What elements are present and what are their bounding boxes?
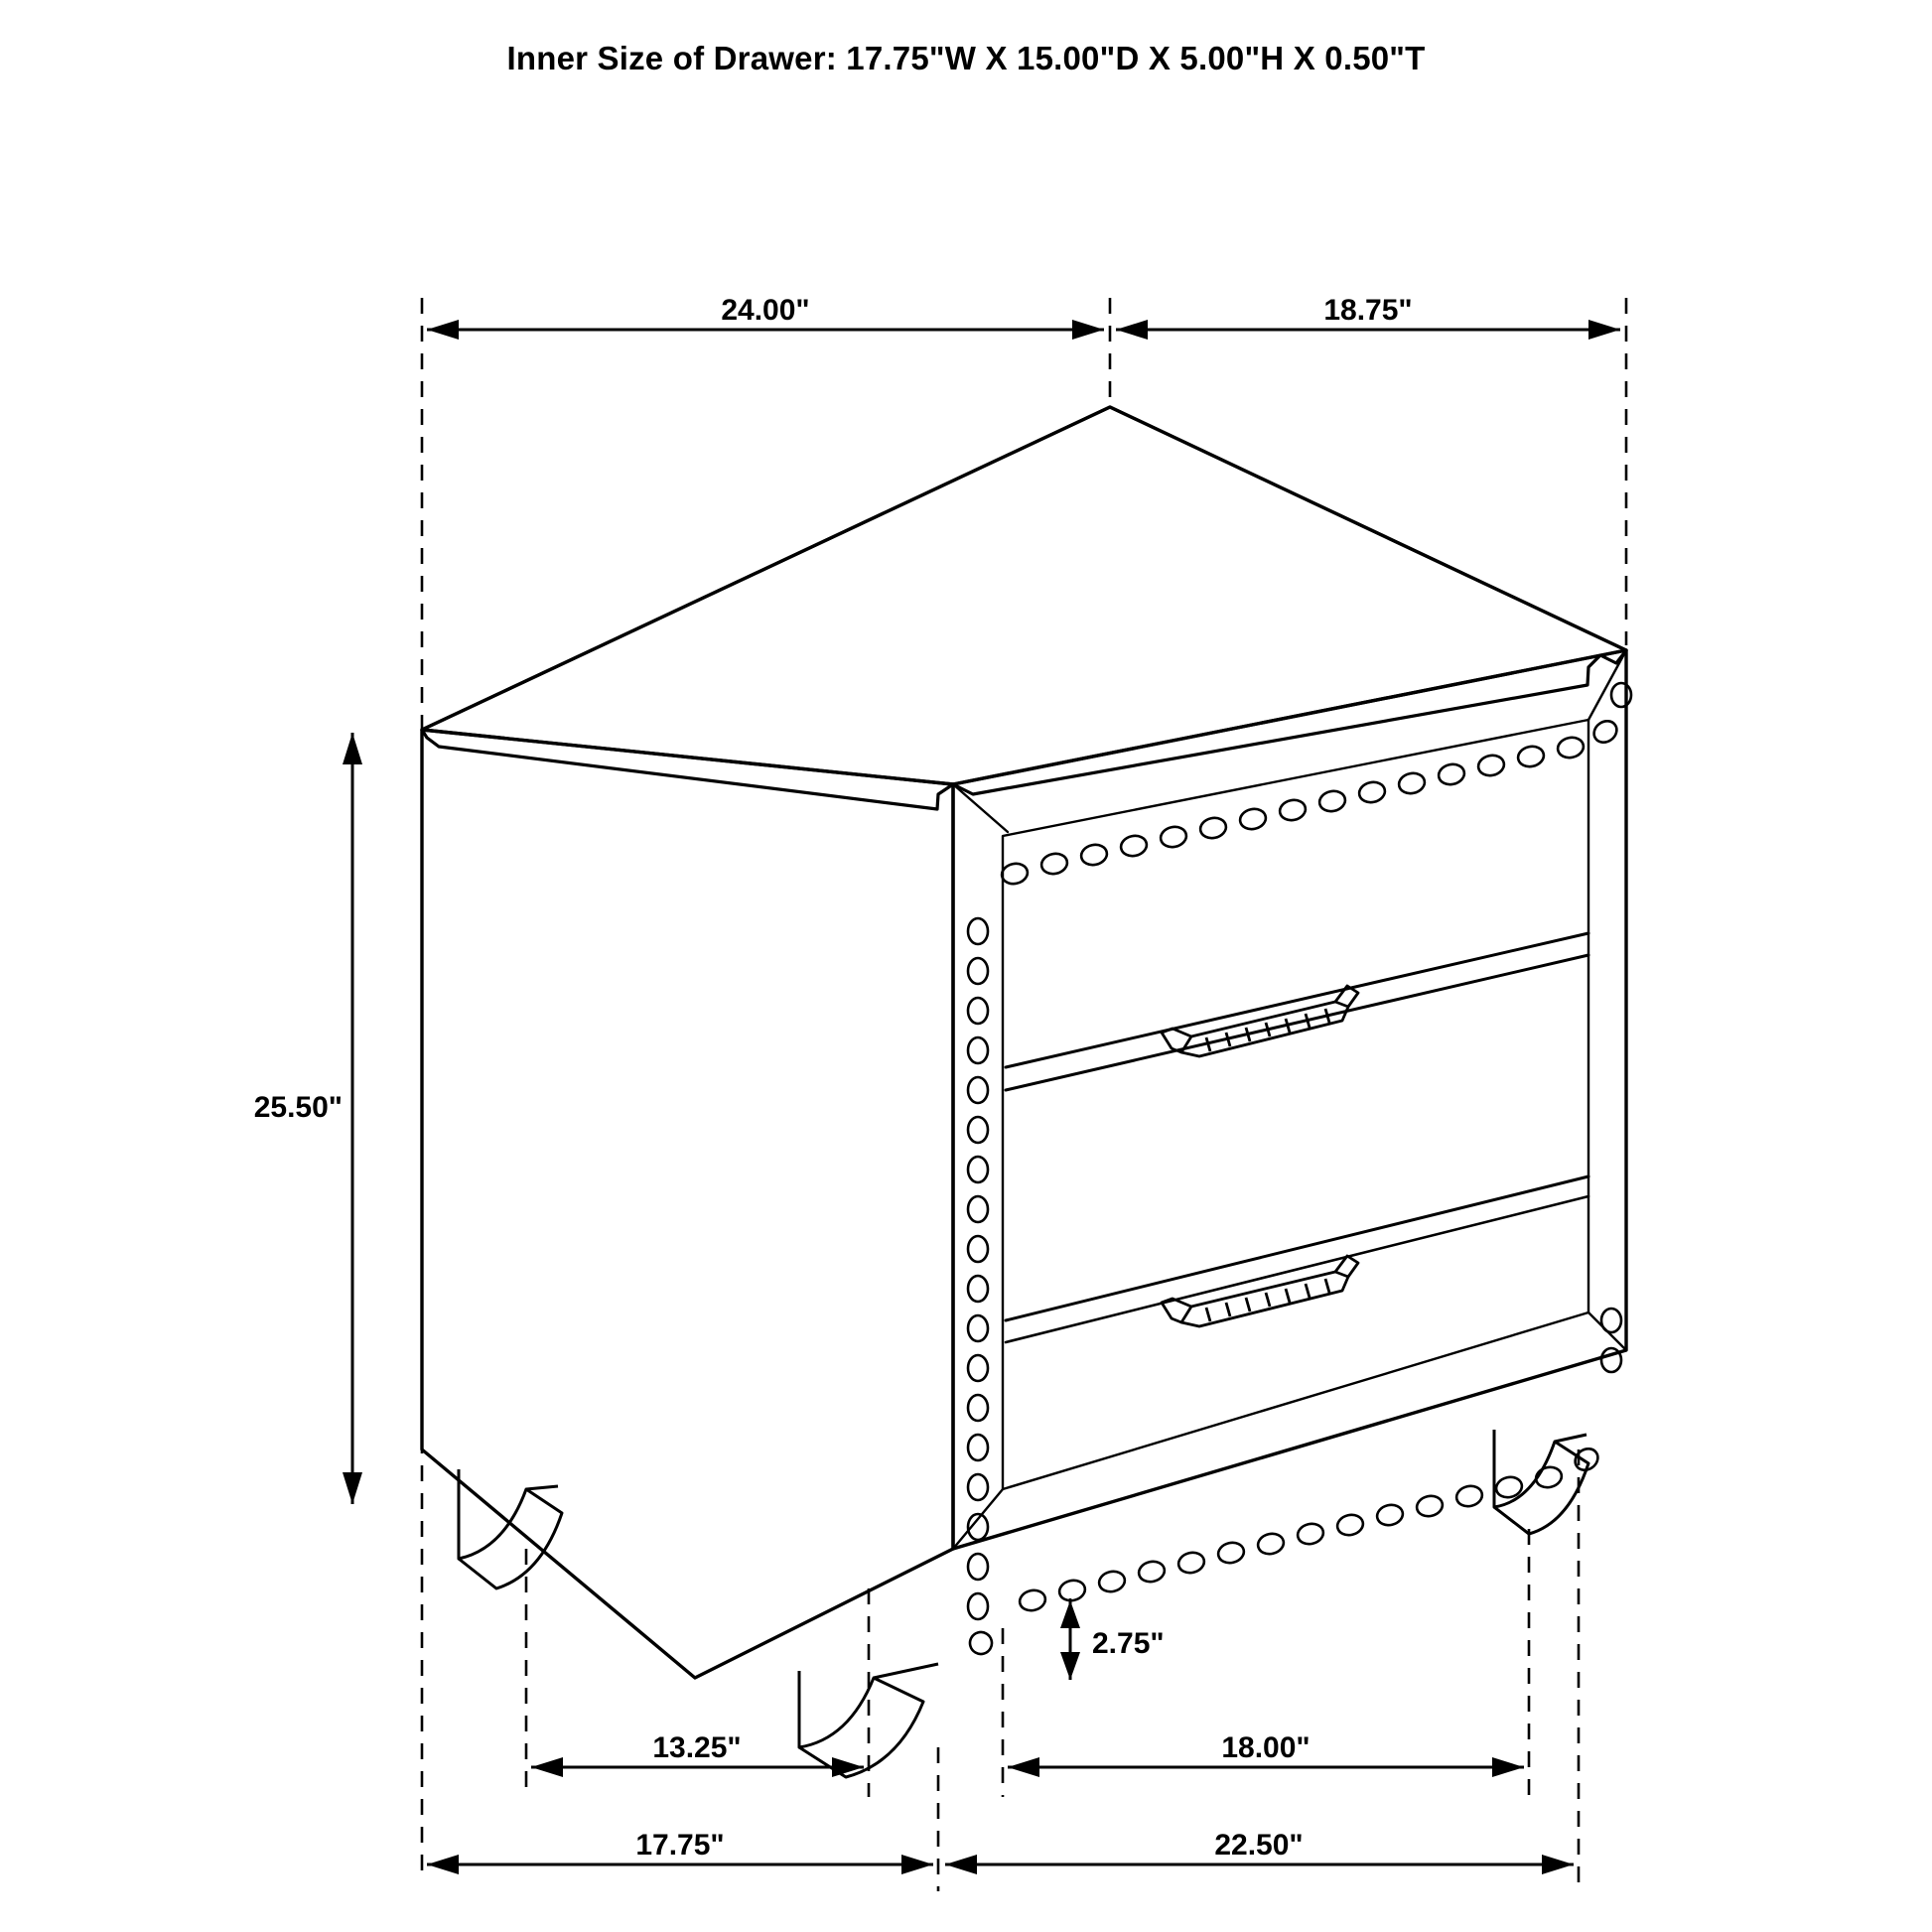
dimension-label-leg-height: 2.75" (1092, 1627, 1165, 1660)
dimension-label-inner-left: 13.25" (652, 1731, 742, 1764)
furniture-body (422, 407, 1626, 1678)
dimension-line-leg-height (1060, 1600, 1080, 1680)
nailhead-trim-bottom (1018, 1309, 1621, 1613)
page-title: Inner Size of Drawer: 17.75"W X 15.00"D X 5.00"H X 0.50"T (506, 40, 1426, 76)
dimension-label-top-right: 18.75" (1323, 294, 1413, 327)
nailhead-trim-left (966, 918, 996, 1658)
dimension-label-top-left: 24.00" (721, 294, 810, 327)
dimension-label-outer-left: 17.75" (635, 1829, 725, 1862)
dimension-line-height (343, 733, 362, 1504)
drawer-handle-bottom (1162, 1256, 1358, 1326)
dimension-label-outer-right: 22.50" (1214, 1829, 1304, 1862)
dimension-label-height: 25.50" (253, 1091, 343, 1124)
extension-lines (422, 298, 1626, 1891)
dimension-label-inner-right: 18.00" (1221, 1731, 1311, 1764)
